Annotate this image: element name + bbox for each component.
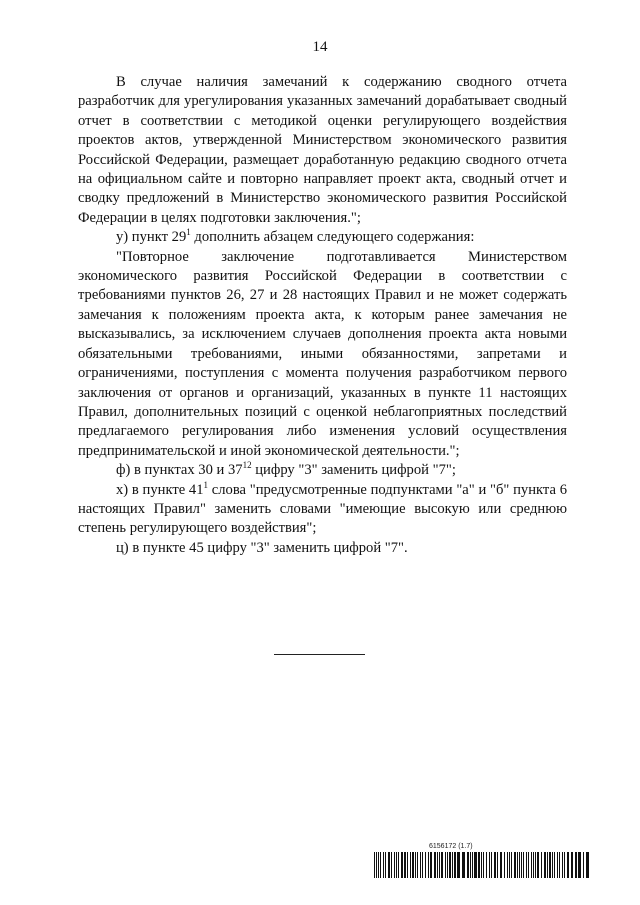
barcode-bar [509, 852, 510, 878]
barcode-bar [417, 852, 418, 878]
paragraph-text: В случае наличия замечаний к содержанию сводного отчета разработчик для урегулирования указанных замечаний дорабатывает сводный отчет в соответствии с методикой оценки регулирующего воздействия проектов актов, утвержденной Министерством экономического развития Российской Федерации, размещает доработанную редакцию сводного отчета на официальном сайте и повторно направляет проект акта, сводный отчет и сводку предложений в Министерство экономического развития Российской Федерации в целях подготовки заключения."; [78, 74, 567, 226]
barcode-bar [430, 852, 432, 878]
superscript: 1 [203, 479, 209, 490]
barcode-bar [462, 852, 465, 878]
barcode-bar [452, 852, 453, 878]
paragraph-text: х) в пункте 41 [116, 481, 204, 498]
barcode-bar [549, 852, 551, 878]
page-number: 14 [312, 39, 328, 55]
barcode-bar [398, 852, 399, 878]
barcode-bar [472, 852, 473, 878]
document-code: 6156172 (1.7) [429, 843, 473, 850]
barcode-bar [415, 852, 416, 878]
barcode-bar [383, 852, 384, 878]
barcode-bar [380, 852, 381, 878]
barcode-bar [547, 852, 548, 878]
barcode-bar [422, 852, 423, 878]
barcode-bar [514, 852, 516, 878]
barcode-bar [447, 852, 448, 878]
barcode-bar [391, 852, 392, 878]
barcode-bar [467, 852, 469, 878]
barcode-bar [491, 852, 492, 878]
barcode-bar [578, 852, 581, 878]
paragraph [78, 539, 567, 558]
barcode-bar [533, 852, 534, 878]
barcode-bar [404, 852, 406, 878]
paragraph-text: ф) в пунктах 30 и 37 [116, 462, 243, 479]
barcode-bar [420, 852, 421, 878]
paragraph-text: слова "предусмотренные подпунктами "а" и "б" пункта 6 настоящих Правил" заменить словами "имеющие высокую или среднюю степень регулирующего воздействия"; [78, 481, 567, 537]
barcode-bar [434, 852, 436, 878]
paragraph-text: дополнить абзацем следующего содержания: [190, 229, 475, 246]
barcode-bar [523, 852, 524, 878]
barcode-bar [394, 852, 395, 878]
barcode-bar [470, 852, 471, 878]
paragraph [78, 228, 567, 247]
barcode-bar [544, 852, 546, 878]
barcode-bar [500, 852, 502, 878]
barcode-bar [583, 852, 584, 878]
barcode-bar [441, 852, 443, 878]
paragraph [78, 73, 567, 228]
barcode-bar [445, 852, 446, 878]
barcode-bar [552, 852, 553, 878]
body-text [78, 73, 567, 558]
barcode-bar [457, 852, 460, 878]
superscript: 1 [186, 227, 191, 238]
barcode-bar [586, 852, 589, 878]
barcode-bar [528, 852, 529, 878]
barcode-bar [507, 852, 508, 878]
barcode-bar [401, 852, 403, 878]
barcode-bar [374, 852, 375, 878]
barcode-bar [486, 852, 487, 878]
barcode-bar [378, 852, 379, 878]
barcode-bar [535, 852, 536, 878]
barcode-bar [478, 852, 480, 878]
barcode-bar [437, 852, 438, 878]
barcode [374, 852, 592, 878]
barcode-bar [474, 852, 477, 878]
barcode-bar [385, 852, 386, 878]
barcode-bar [559, 852, 560, 878]
paragraph-text: "Повторное заключение подготавливается Министерством экономического развития Российской Федерации в соответствии с требованиями пунктов 26, 27 и 28 настоящих Правил и не может содержать замечания к положениям проекта акта, к которым ранее замечания не высказывались, за исключением случаев дополнения проекта акта новыми обязательными требованиями, иными обязанностями, запретами и ограничениями, поступления с момента получения разработчиком первого заключения от органов и организаций, указанных в пункте 11 настоящих Правил, дополнительных позиций с оценкой неблагоприятных последствий предлагаемого регулирования либо изменения условий осуществления предпринимательской и иной экономической деятельности."; [78, 248, 567, 459]
barcode-bar [489, 852, 490, 878]
paragraph [78, 461, 567, 480]
barcode-bar [571, 852, 573, 878]
barcode-bar [504, 852, 505, 878]
separator-line [274, 654, 365, 655]
barcode-bar [494, 852, 496, 878]
barcode-bar [531, 852, 532, 878]
barcode-bar [412, 852, 414, 878]
barcode-bar [449, 852, 451, 878]
barcode-bar [425, 852, 426, 878]
barcode-bar [407, 852, 408, 878]
barcode-bar [428, 852, 429, 878]
barcode-bar [537, 852, 539, 878]
barcode-bar [554, 852, 555, 878]
barcode-bar [396, 852, 397, 878]
paragraph [78, 248, 567, 461]
barcode-bar [439, 852, 440, 878]
barcode-bar [575, 852, 577, 878]
barcode-bar [483, 852, 484, 878]
barcode-bar [454, 852, 456, 878]
barcode-bar [541, 852, 542, 878]
barcode-bar [376, 852, 377, 878]
barcode-bar [519, 852, 520, 878]
paragraph-text: ц) в пункте 45 цифру "3" заменить цифрой "7". [116, 539, 408, 556]
barcode-bar [521, 852, 522, 878]
barcode-bar [517, 852, 518, 878]
barcode-bar [388, 852, 390, 878]
barcode-bar [410, 852, 411, 878]
barcode-bar [497, 852, 498, 878]
paragraph-text: у) пункт 29 [116, 229, 187, 246]
barcode-bar [557, 852, 558, 878]
paragraph-text: цифру "3" заменить цифрой "7"; [251, 462, 456, 479]
barcode-bar [511, 852, 512, 878]
barcode-bar [481, 852, 482, 878]
barcode-bar [567, 852, 569, 878]
barcode-bar [562, 852, 563, 878]
barcode-bar [526, 852, 527, 878]
paragraph [78, 481, 567, 539]
barcode-bar [564, 852, 565, 878]
superscript: 12 [242, 460, 252, 471]
